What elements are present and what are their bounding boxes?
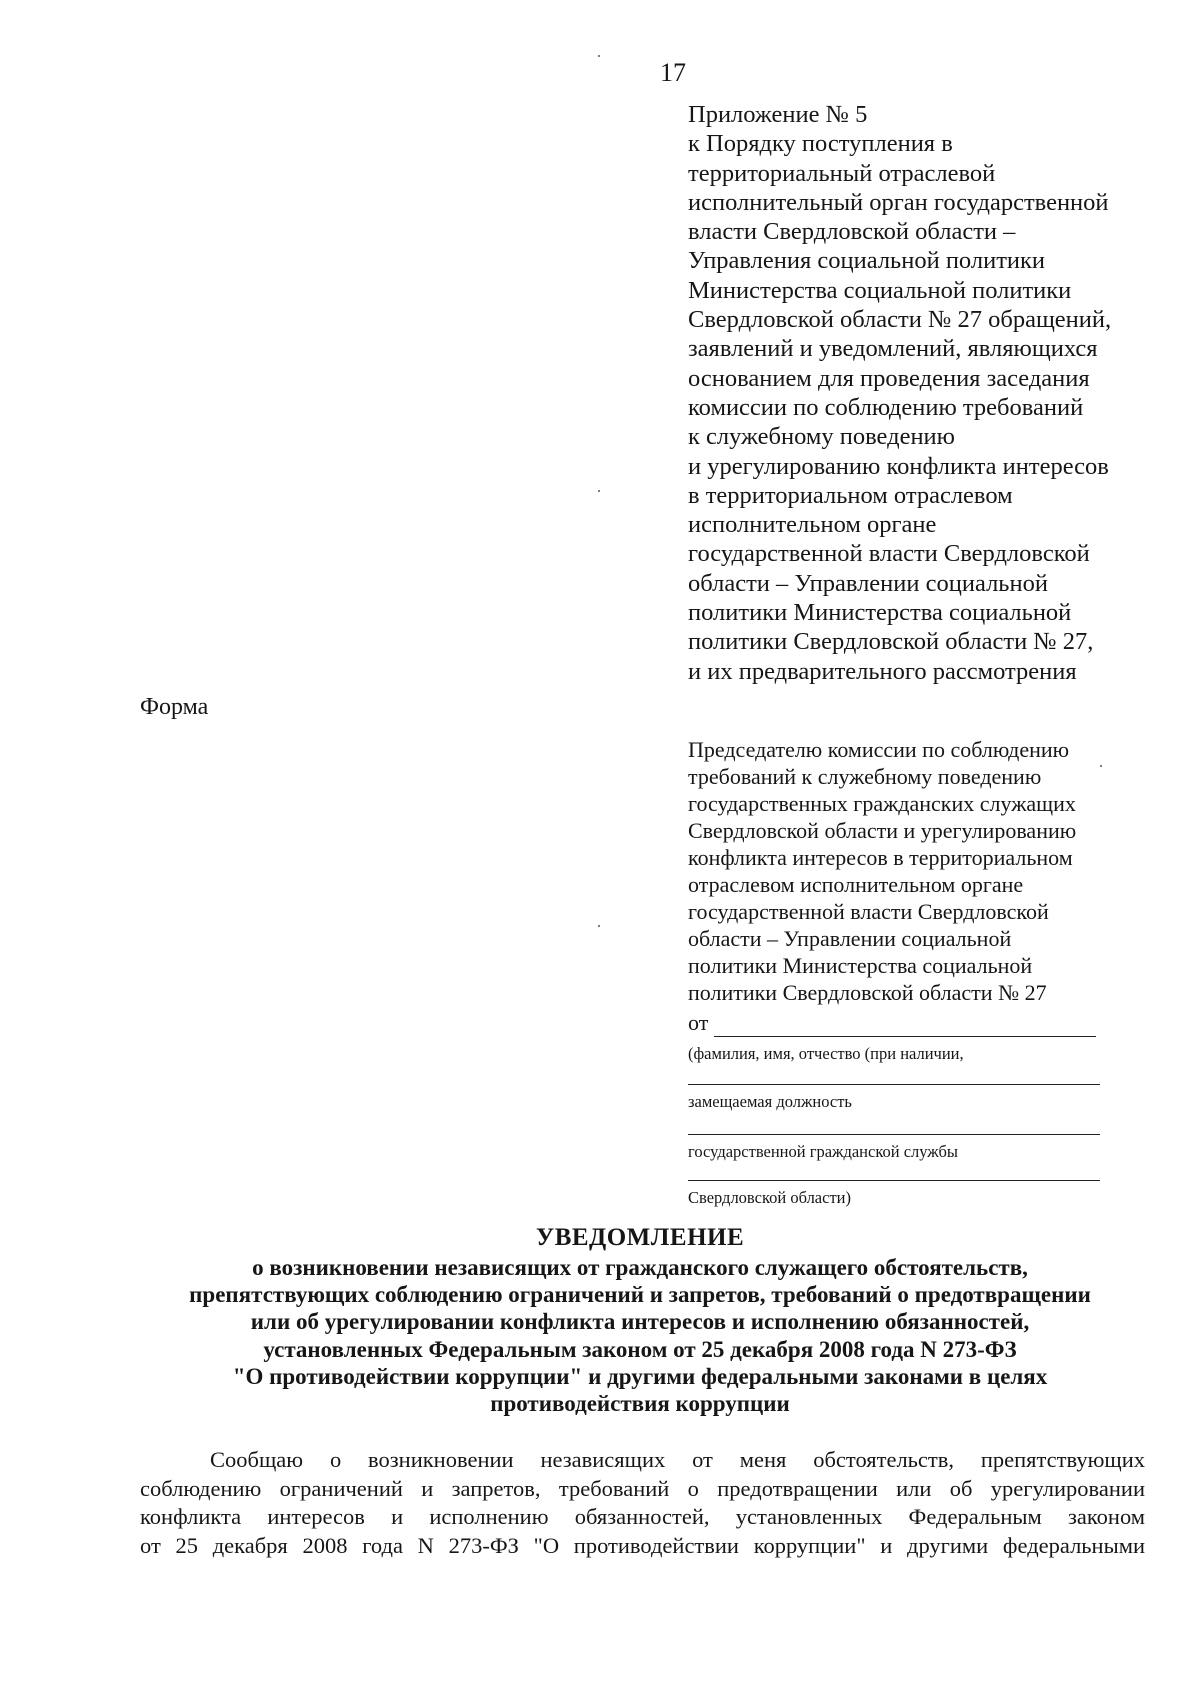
- position-hint: замещаемая должность: [688, 1092, 852, 1111]
- appendix-line: власти Свердловской области –: [688, 218, 1016, 246]
- title-line: противодействия коррупции: [490, 1391, 790, 1417]
- document-title: УВЕДОМЛЕНИЕ: [535, 1224, 745, 1251]
- body-line: Сообщаю о возникновении независящих от меня обстоятельств, препятствующих: [210, 1447, 1145, 1472]
- sender-name-hint: (фамилия, имя, отчество (при наличии,: [688, 1044, 964, 1063]
- addressee-line: государственных гражданских служащих: [688, 791, 1076, 816]
- title-line: "О противодействии коррупции" и другими федеральными законами в целях: [232, 1363, 1048, 1389]
- addressee-line: отраслевом исполнительном органе: [688, 872, 1024, 897]
- body-line: соблюдению ограничений и запретов, требований о предотвращении или об урегулировании: [140, 1475, 1145, 1501]
- appendix-line: области – Управлении социальной: [688, 569, 1048, 597]
- body-line: от 25 декабря 2008 года N 273-ФЗ "О противодействии коррупции" и другими федеральными: [140, 1532, 1145, 1558]
- form-label: Форма: [140, 694, 209, 720]
- addressee-line: конфликта интересов в территориальном: [688, 845, 1073, 870]
- addressee-line: области – Управлении социальной: [688, 926, 1012, 951]
- appendix-line: политики Свердловской области № 27,: [688, 628, 1094, 656]
- addressee-line: требований к служебному поведению: [688, 764, 1042, 789]
- page-number: 17: [660, 58, 686, 87]
- region-hint: Свердловской области): [688, 1188, 851, 1207]
- scan-speck: [598, 490, 600, 492]
- addressee-line: Председателю комиссии по соблюдению: [688, 737, 1070, 762]
- sender-name-continuation-field[interactable]: [688, 1084, 1100, 1085]
- addressee-line: государственной власти Свердловской: [688, 899, 1049, 924]
- scan-speck: [598, 55, 600, 57]
- appendix-line: и их предварительного рассмотрения: [688, 657, 1077, 685]
- civil-service-field[interactable]: [688, 1180, 1100, 1181]
- from-label: от: [688, 1010, 709, 1035]
- title-line: установленных Федеральным законом от 25 декабря 2008 года N 273-ФЗ: [263, 1336, 1017, 1362]
- appendix-line: в территориальном отраслевом: [688, 481, 1013, 509]
- appendix-line: Свердловской области № 27 обращений,: [688, 306, 1112, 334]
- title-line: о возникновении независящих от гражданского служащего обстоятельств,: [252, 1255, 1028, 1280]
- appendix-line: исполнительный орган государственной: [688, 188, 1109, 216]
- appendix-line: заявлений и уведомлений, являющихся: [688, 335, 1098, 363]
- addressee-block: [688, 736, 1138, 1006]
- appendix-line: исполнительном органе: [688, 511, 937, 539]
- appendix-line: к Порядку поступления в: [688, 130, 953, 158]
- appendix-line: Управления социальной политики: [688, 247, 1046, 275]
- scan-speck: [598, 925, 600, 927]
- title-line: препятствующих соблюдению ограничений и запретов, требований о предотвращении: [189, 1282, 1091, 1308]
- body-line: конфликта интересов и исполнению обязанностей, установленных Федеральным законом: [140, 1504, 1145, 1529]
- notification-title: [140, 1222, 1140, 1417]
- title-line: или об урегулировании конфликта интересов и исполнению обязанностей,: [250, 1309, 1030, 1335]
- sender-name-field[interactable]: [714, 1036, 1096, 1037]
- appendix-line: государственной власти Свердловской: [688, 540, 1090, 568]
- appendix-header: [688, 100, 1168, 686]
- addressee-line: Свердловской области и урегулированию: [688, 818, 1077, 843]
- appendix-line: и урегулированию конфликта интересов: [688, 452, 1109, 480]
- addressee-line: политики Министерства социальной: [688, 953, 1033, 978]
- body-paragraph: [140, 1446, 1145, 1560]
- appendix-line: Министерства социальной политики: [688, 276, 1072, 304]
- position-field[interactable]: [688, 1134, 1100, 1135]
- appendix-line: Приложение № 5: [688, 101, 868, 128]
- appendix-line: комиссии по соблюдению требований: [688, 393, 1084, 421]
- appendix-line: политики Министерства социальной: [688, 599, 1072, 627]
- addressee-line: политики Свердловской области № 27: [688, 980, 1047, 1005]
- appendix-line: основанием для проведения заседания: [688, 364, 1090, 392]
- civil-service-hint: государственной гражданской службы: [688, 1142, 958, 1161]
- appendix-line: территориальный отраслевой: [688, 159, 996, 187]
- appendix-line: к служебному поведению: [688, 423, 955, 451]
